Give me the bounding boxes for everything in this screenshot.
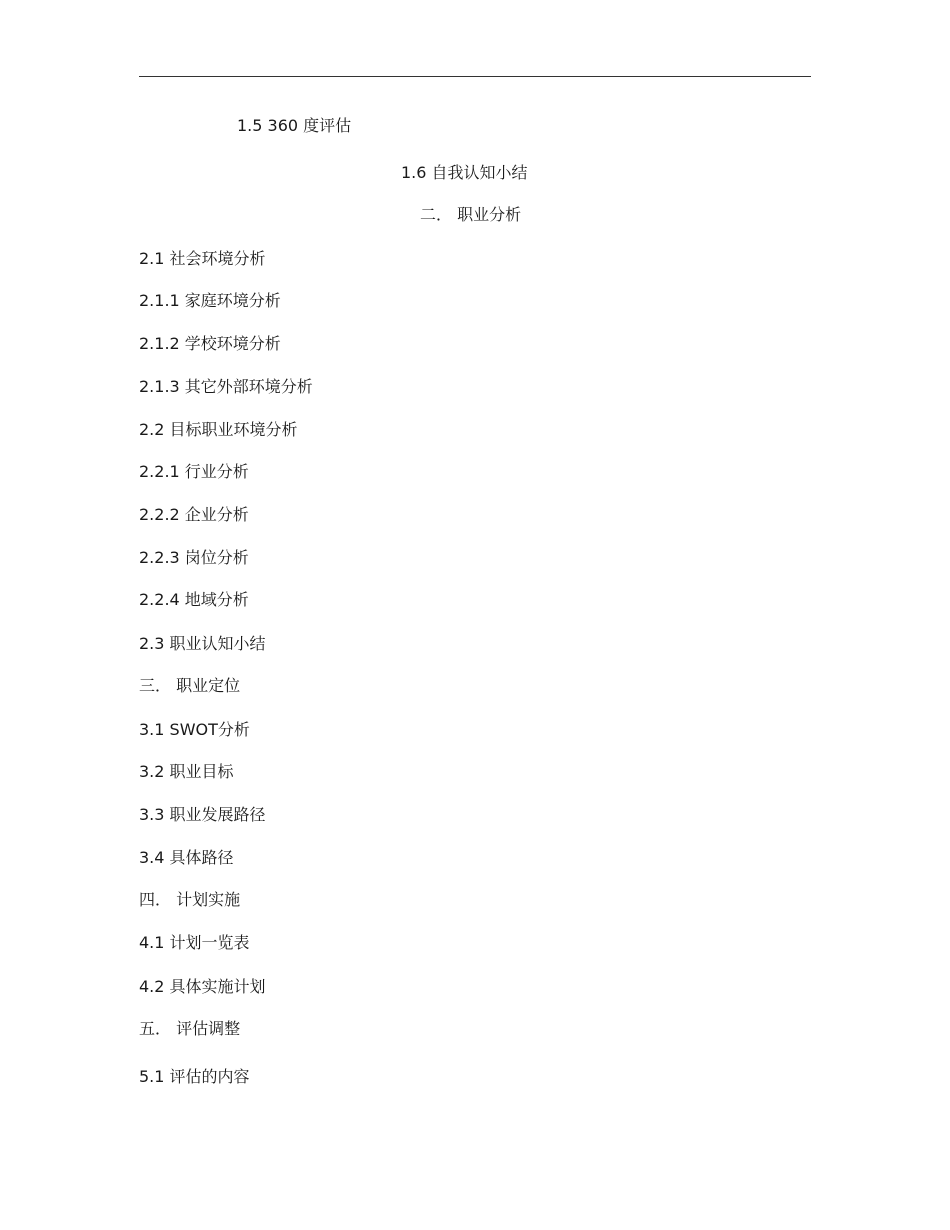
toc-entry: 2.2.2 企业分析: [139, 505, 249, 524]
toc-entry: 五． 评估调整: [139, 1019, 241, 1038]
toc-entry: 5.1 评估的内容: [139, 1067, 250, 1086]
toc-entry: 2.1.1 家庭环境分析: [139, 291, 281, 310]
toc-entry: 3.1 SWOT分析: [139, 720, 250, 739]
toc-entry: 2.2.4 地域分析: [139, 590, 249, 609]
toc-entry: 四． 计划实施: [139, 890, 241, 909]
toc-entry: 2.2.1 行业分析: [139, 462, 249, 481]
toc-entry: 三． 职业定位: [139, 676, 241, 695]
toc-entry: 2.1.2 学校环境分析: [139, 334, 281, 353]
toc-entry: 3.3 职业发展路径: [139, 805, 266, 824]
toc-entry: 2.2.3 岗位分析: [139, 548, 249, 567]
toc-entry: 2.3 职业认知小结: [139, 634, 266, 653]
toc-entry: 二． 职业分析: [420, 205, 522, 224]
toc-entry: 4.2 具体实施计划: [139, 977, 266, 996]
toc-entry: 2.2 目标职业环境分析: [139, 420, 298, 439]
toc-entry: 3.2 职业目标: [139, 762, 234, 781]
toc-entry: 2.1.3 其它外部环境分析: [139, 377, 313, 396]
toc-entry: 2.1 社会环境分析: [139, 249, 266, 268]
toc-entry: 4.1 计划一览表: [139, 933, 250, 952]
toc-entry: 1.6 自我认知小结: [401, 163, 528, 182]
toc-entry: 3.4 具体路径: [139, 848, 234, 867]
toc-entry: 1.5 360 度评估: [237, 116, 352, 135]
